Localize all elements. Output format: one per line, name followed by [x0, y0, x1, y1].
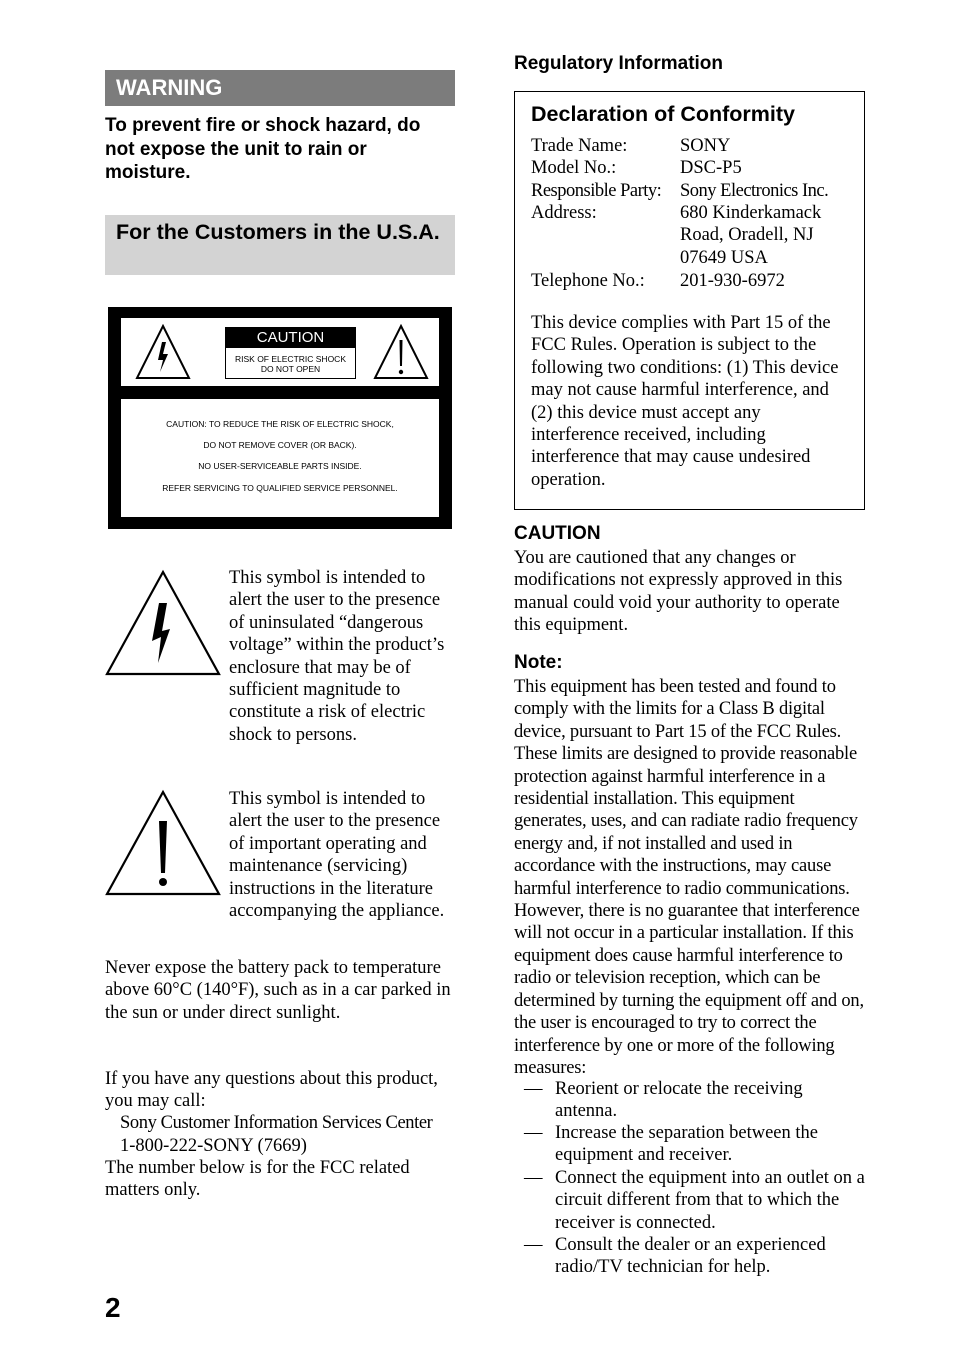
fcc-number-note: The number below is for the FCC related matters only. [105, 1158, 410, 1201]
row-key: Model No.: [531, 158, 617, 178]
measure-text: Connect the equipment into an outlet on a circuit different from that to which the receiver is connected. [555, 1168, 865, 1233]
declaration-title: Declaration of Conformity [531, 102, 795, 126]
caution-label-top [121, 318, 439, 386]
row-key: Address: [531, 203, 597, 223]
customers-heading: For the Customers in the U.S.A. [105, 215, 455, 275]
caution-label-bottom [121, 399, 439, 517]
row-value: DSC-P5 [680, 158, 742, 178]
row-key: Trade Name: [531, 136, 628, 156]
left-column [105, 70, 455, 275]
row-value: 680 Kinderkamack Road, Oradell, NJ 07649 USA [680, 203, 822, 268]
dash-marker: — [524, 1168, 543, 1188]
caution-text: You are cautioned that any changes or modifications not expressly approved in this manual could void your authority to operate this equipment. [514, 548, 843, 636]
page-number: 2 [105, 1292, 121, 1323]
dash-marker: — [524, 1079, 543, 1099]
exclamation-symbol-icon [104, 789, 222, 897]
row-value: 201-930-6972 [680, 271, 785, 291]
declaration-row [531, 270, 785, 292]
regulatory-section [514, 52, 865, 76]
questions-intro: If you have any questions about this product, you may call: [105, 1069, 438, 1112]
declaration-row [531, 135, 730, 157]
caution-heading: CAUTION [514, 523, 601, 544]
lightning-symbol-text: This symbol is intended to alert the user to the presence of uninsulated “dangerous voltage” within the product’s enclosure that may be of sufficient magnitude to constitute a risk of electric shock to persons. [229, 568, 445, 745]
dash-marker: — [524, 1123, 543, 1143]
row-value: SONY [680, 136, 731, 156]
compliance-text: This device complies with Part 15 of the FCC Rules. Operation is subject to the following two conditions: (1) This device may not cause harmful interference, and (2) this device must accept any interference received, including interference that may cause undesired operation. [531, 313, 839, 490]
caution-label-line: CAUTION: TO REDUCE THE RISK OF ELECTRIC SHOCK, [166, 419, 394, 429]
caution-label-line: NO USER-SERVICEABLE PARTS INSIDE. [198, 461, 362, 471]
declaration-row [531, 180, 828, 202]
note-text: This equipment has been tested and found to comply with the limits for a Class B digital device, pursuant to Part 15 of the FCC Rules. These limits are designed to provide reasonable protection against harmful interference in a residential installation. This equipment generates, uses, and can radiate radio frequency energy and, if not installed and used in accordance with the instructions, may cause harmful interference to radio communications. However, there is no guarantee that interference will not occur in a particular installation. If this equipment does cause harmful interference to radio or television reception, which can be determined by turning the equipment off and on, the user is encouraged to try to correct the interference by one or more of the following measures: [514, 677, 864, 1078]
measure-text: Increase the separation between the equipment and receiver. [555, 1123, 818, 1166]
dash-marker: — [524, 1235, 543, 1255]
warning-heading: WARNING [105, 70, 455, 106]
row-key: Responsible Party: [531, 181, 662, 201]
service-center-name: Sony Customer Information Services Center [120, 1113, 433, 1133]
measure-text: Consult the dealer or an experienced radio/TV technician for help. [555, 1235, 826, 1278]
declaration-box [514, 91, 865, 510]
exclamation-symbol-text: This symbol is intended to alert the user to the presence of important operating and maintenance (servicing) instructions in the literature accompanying the appliance. [229, 789, 445, 922]
caution-box [225, 327, 356, 379]
note-heading: Note: [514, 652, 563, 673]
battery-warning-text: Never expose the battery pack to temperature above 60°C (140°F), such as in a car parked in the sun or under direct sunlight. [105, 958, 451, 1023]
caution-label-line: REFER SERVICING TO QUALIFIED SERVICE PERSONNEL. [162, 483, 398, 493]
caution-label-line: DO NOT REMOVE COVER (OR BACK). [203, 440, 357, 450]
caution-label [108, 307, 452, 529]
measure-text: Reorient or relocate the receiving antenna. [555, 1079, 803, 1122]
row-value: Sony Electronics Inc. [680, 181, 829, 201]
caution-box-title: CAUTION [226, 328, 355, 348]
regulatory-title: Regulatory Information [514, 53, 724, 74]
warning-text: To prevent fire or shock hazard, do not expose the unit to rain or moisture. [105, 115, 421, 183]
exclamation-triangle-icon [373, 324, 429, 380]
lightning-triangle-icon [135, 324, 191, 380]
declaration-row [531, 202, 840, 269]
caution-box-line2: DO NOT OPEN [260, 364, 321, 374]
service-center-phone: 1-800-222-SONY (7669) [120, 1136, 307, 1156]
caution-box-line1: RISK OF ELECTRIC SHOCK [235, 354, 346, 364]
lightning-symbol-icon [104, 569, 222, 677]
row-key: Telephone No.: [531, 271, 645, 291]
declaration-row [531, 157, 742, 179]
